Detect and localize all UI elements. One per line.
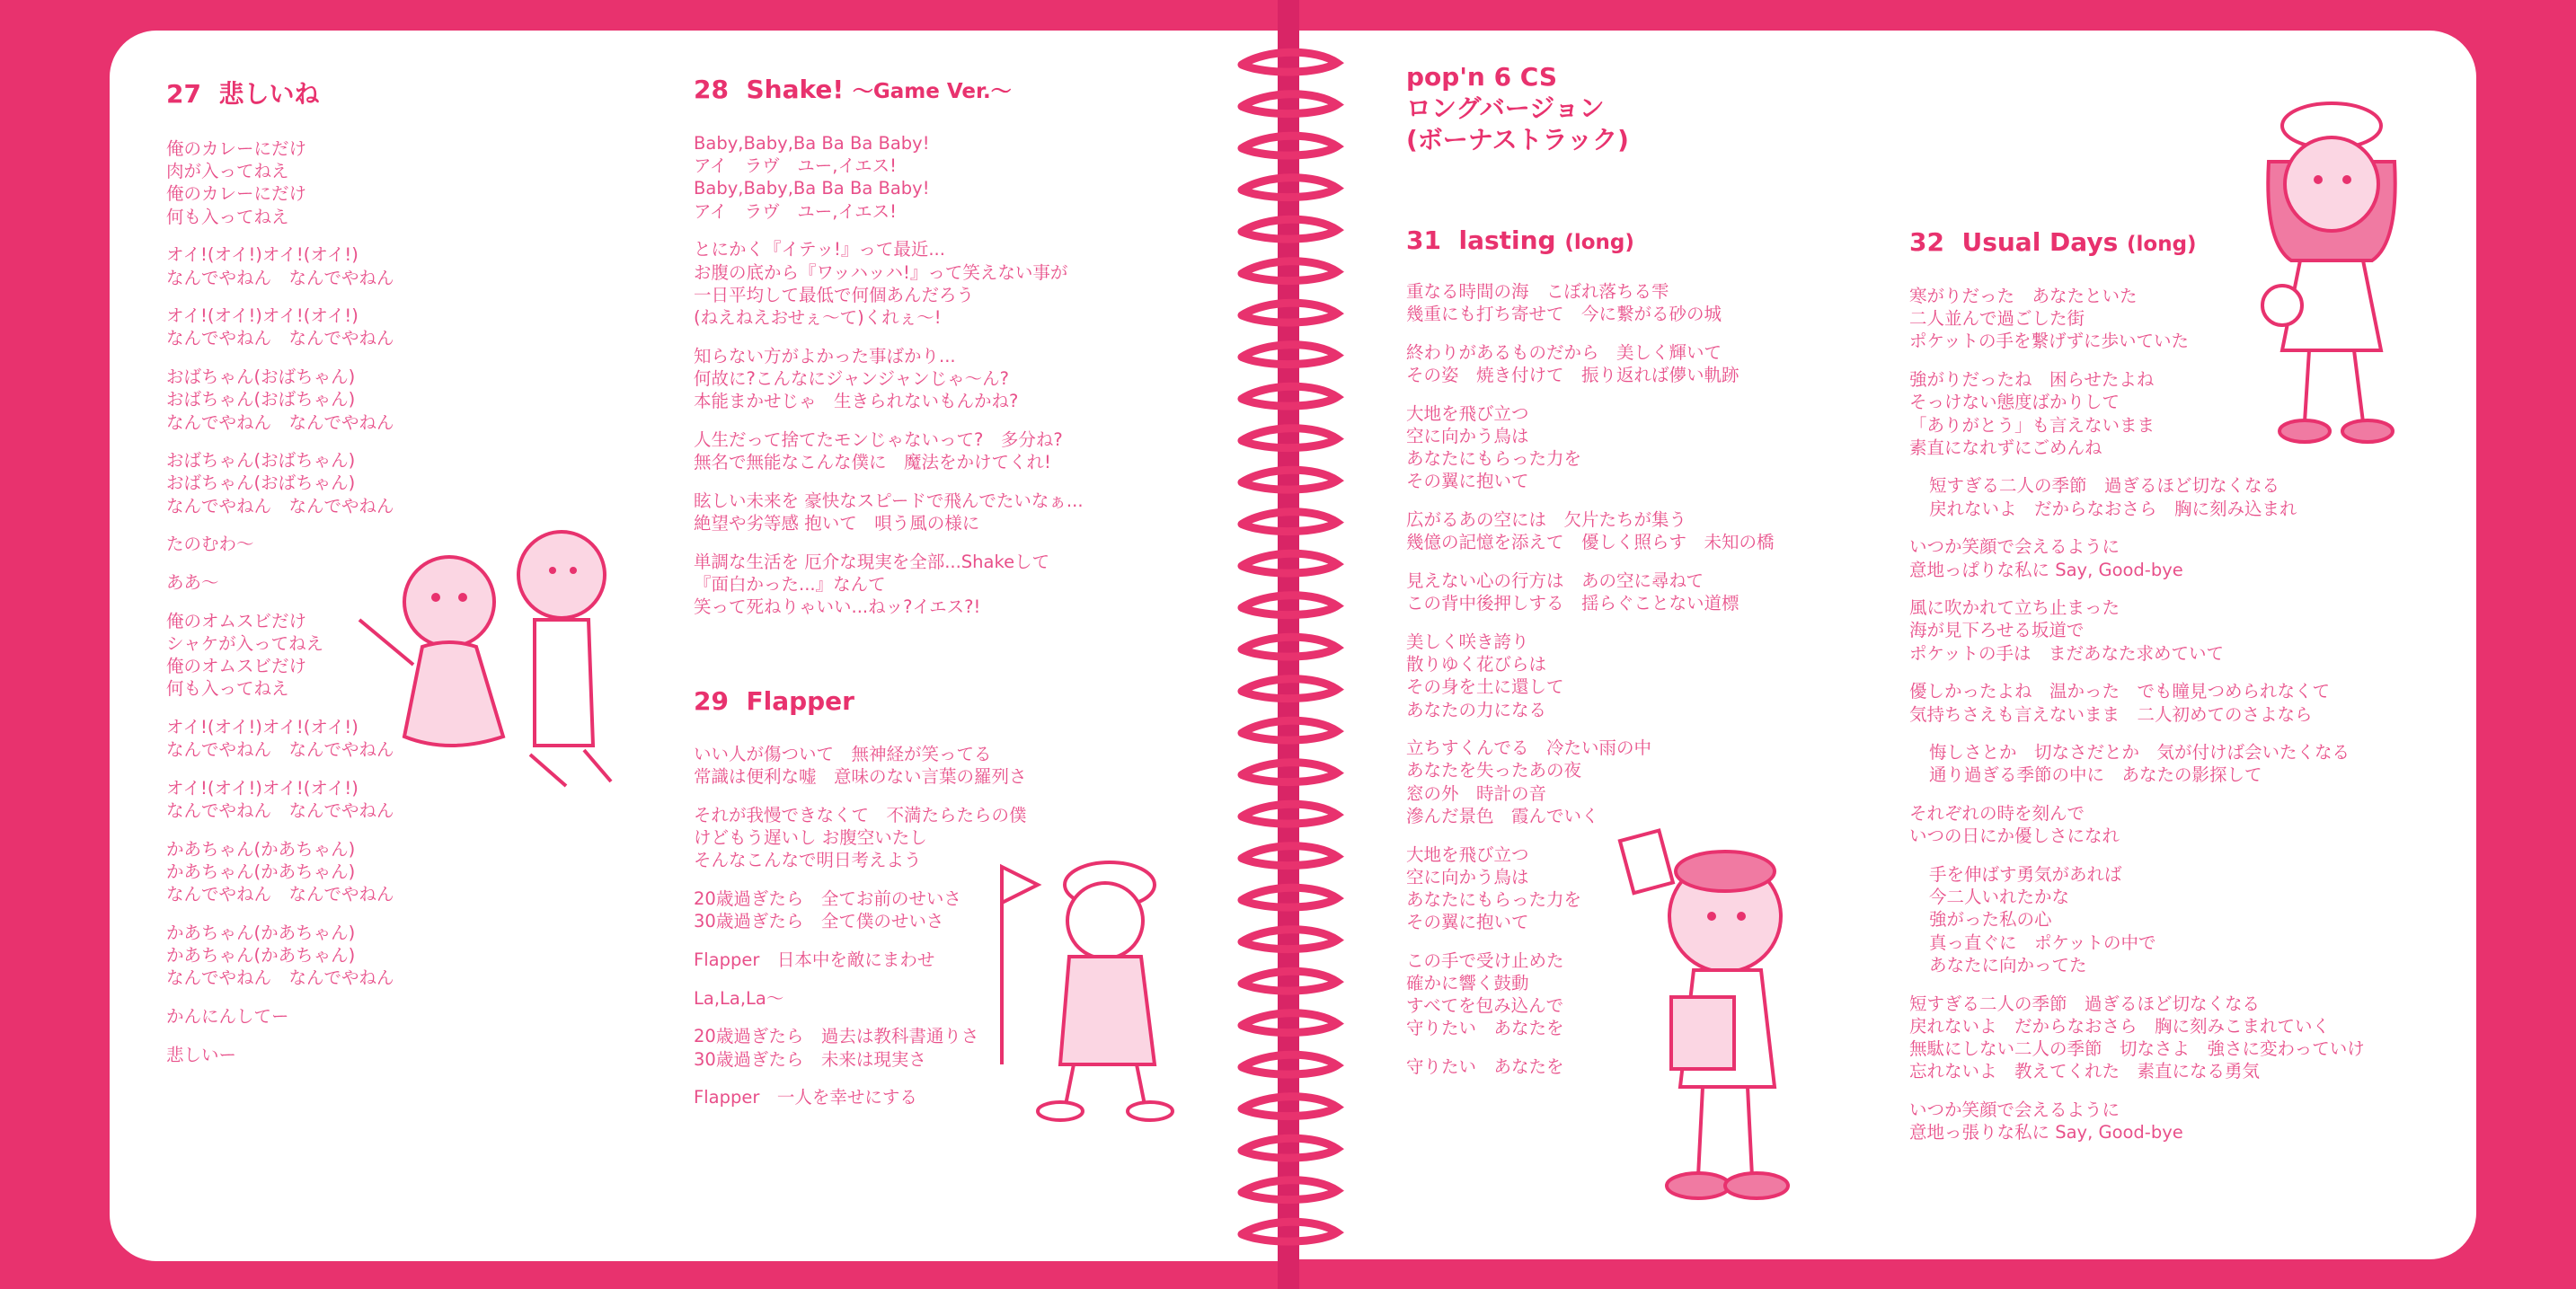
- binding-ring: [1242, 1055, 1337, 1074]
- lyric-stanza: 悔しさとか 切なさだとか 気が付けば会いたくなる 通り過ぎる季節の中に あなたの影探して: [1929, 742, 2350, 786]
- song-31-title: [1406, 227, 1634, 255]
- lyric-stanza: 単調な生活を 厄介な現実を全部...Shakeして 『面白かった...』なんて 笑って死ねりゃいい...ねッ?イエス?!: [694, 551, 1050, 617]
- song-name: Flapper: [746, 686, 854, 716]
- lyric-stanza: この手で受け止めた 確かに響く鼓動 すべてを包み込んで 守りたい あなたを: [1406, 949, 1564, 1039]
- lyric-stanza: ああ〜: [166, 572, 219, 594]
- binding-ring: [1242, 846, 1337, 866]
- lyric-stanza: 見えない心の行方は あの空に尋ねて この背中後押しする 揺らぐことない道標: [1406, 570, 1739, 614]
- character-illustration-duo: [350, 521, 647, 790]
- lyric-stanza: いつか笑顔で会えるように 意地っ張りな私に Say, Good-bye: [1909, 1099, 2183, 1143]
- song-29-lyrics: [694, 743, 1027, 1125]
- binding-ring: [1242, 720, 1337, 740]
- character-illustration-flag: [984, 831, 1217, 1127]
- song-number: 29: [694, 686, 729, 716]
- character-illustration-beret-girl: [2237, 90, 2426, 449]
- header-line-3: (ボーナストラック): [1406, 125, 1629, 155]
- lyric-stanza: かあちゃん(かあちゃん) かあちゃん(かあちゃん) なんでやねん なんでやねん: [166, 838, 394, 905]
- header-line-1: pop'n 6 CS: [1406, 62, 1558, 92]
- lyric-stanza: たのむわ〜: [166, 534, 254, 555]
- lyric-stanza: 終わりがあるものだから 美しく輝いて その姿 焼き付けて 振り返れば儚い軌跡: [1406, 341, 1739, 386]
- lyric-stanza: おばちゃん(おばちゃん) おばちゃん(おばちゃん) なんでやねん なんでやねん: [166, 366, 394, 433]
- song-name: 悲しいね: [218, 79, 320, 109]
- lyric-stanza: 20歳過ぎたら 過去は教科書通りさ 30歳過ぎたら 未来は現実さ: [694, 1026, 979, 1070]
- lyric-stanza: かんにんしてー: [166, 1006, 289, 1028]
- lyric-stanza: 悲しいー: [166, 1044, 237, 1065]
- song-28-lyrics: [694, 132, 1084, 634]
- lyric-stanza: いつか笑顔で会えるように 意地っぱりな私に Say, Good-bye: [1909, 536, 2183, 580]
- binding-ring: [1242, 804, 1337, 824]
- lyric-stanza: 立ちすくんでる 冷たい雨の中 あなたを失ったあの夜 窓の外 時計の音 滲んだ景色 霞んでいく: [1406, 737, 1652, 826]
- song-28-title: [694, 76, 1012, 104]
- binding-ring: [1242, 637, 1337, 657]
- lyric-stanza: いい人が傷ついて 無神経が笑ってる 常識は便利な嘘 意味のない言葉の羅列さ: [694, 744, 1027, 788]
- song-name: lasting: [1458, 225, 1556, 255]
- song-suffix: 〜Game Ver.〜: [852, 80, 1012, 103]
- spiral-binding: [1231, 36, 1357, 1267]
- binding-ring: [1242, 386, 1337, 406]
- lyric-stanza: 短すぎる二人の季節 過ぎるほど切なくなる 戻れないよ だからなおさら 胸に刻み込まれ: [1929, 475, 2297, 519]
- lyric-stanza: 人生だって捨てたモンじゃないって? 多分ね? 無名で無能なこんな僕に 魔法をかけてくれ!: [694, 428, 1063, 472]
- lyric-stanza: それぞれの時を刻んで いつの日にか優しさになれ: [1909, 803, 2120, 847]
- song-number: 31: [1406, 225, 1441, 255]
- lyric-stanza: オイ!(オイ!)オイ!(オイ!) なんでやねん なんでやねん: [166, 244, 394, 288]
- lyric-stanza: Baby,Baby,Ba Ba Ba Baby! アイ ラヴ ユー,イエス! Baby,Baby,Ba Ba Ba Baby! アイ ラヴ ユー,イエス!: [694, 133, 930, 222]
- binding-ring: [1242, 1222, 1337, 1241]
- lyric-stanza: 知らない方がよかった事ばかり... 何故に?こんなにジャンジャンじゃ〜ん? 本能まかせじゃ 生きられないもんかね?: [694, 345, 1019, 412]
- lyric-stanza: 強がりだったね 困らせたよね そっけない態度ばかりして 「ありがとう」も言えないまま 素直になれずにごめんね: [1909, 369, 2156, 458]
- binding-ring: [1242, 930, 1337, 949]
- song-27-title: [166, 81, 319, 109]
- binding-ring: [1242, 679, 1337, 699]
- lyric-stanza: オイ!(オイ!)オイ!(オイ!) なんでやねん なんでやねん: [166, 777, 394, 822]
- binding-ring: [1242, 136, 1337, 155]
- lyric-stanza: Flapper 一人を幸せにする: [694, 1087, 917, 1108]
- binding-ring: [1242, 1013, 1337, 1033]
- song-number: 28: [694, 75, 729, 104]
- song-32-title: [1909, 229, 2197, 257]
- binding-ring: [1242, 470, 1337, 490]
- binding-ring: [1242, 303, 1337, 322]
- lyric-stanza: 風に吹かれて立ち止まった 海が見下ろせる坂道で ポケットの手は まだあなた求めていて: [1909, 597, 2225, 664]
- lyric-stanza: オイ!(オイ!)オイ!(オイ!) なんでやねん なんでやねん: [166, 717, 394, 761]
- lyric-stanza: 重なる時間の海 こぼれ落ちる雫 幾重にも打ち寄せて 今に繋がる砂の城: [1406, 281, 1722, 325]
- lyric-stanza: 美しく咲き誇り 散りゆく花びらは その身を土に還して あなたの力になる: [1406, 631, 1564, 720]
- lyric-stanza: 大地を飛び立つ 空に向かう鳥は あなたにもらった力を その翼に抱いて: [1406, 843, 1582, 933]
- song-number: 27: [166, 79, 201, 109]
- song-29-title: [694, 688, 854, 716]
- lyric-stanza: かあちゃん(かあちゃん) かあちゃん(かあちゃん) なんでやねん なんでやねん: [166, 922, 394, 989]
- binding-ring: [1242, 52, 1337, 72]
- song-number: 32: [1909, 227, 1944, 257]
- lyric-stanza: それが我慢できなくて 不満たらたらの僕 けどもう遅いし お腹空いたし そんなこんなで明日考えよう: [694, 804, 1027, 871]
- binding-ring: [1242, 178, 1337, 198]
- song-name: Shake!: [746, 75, 845, 104]
- binding-ring: [1242, 1097, 1337, 1117]
- binding-ring: [1242, 971, 1337, 991]
- song-suffix: (long): [1564, 231, 1634, 254]
- binding-ring: [1242, 428, 1337, 448]
- binding-ring: [1242, 1180, 1337, 1200]
- binding-ring: [1242, 345, 1337, 365]
- header-line-2: ロングバージョン: [1406, 93, 1605, 123]
- lyric-stanza: 俺のカレーにだけ 肉が入ってねえ 俺のカレーにだけ 何も入ってねえ: [166, 138, 307, 227]
- lyric-stanza: 優しかったよね 温かった でも瞳見つめられなくて 気持ちさえも言えないまま 二人初めてのさよなら: [1909, 681, 2331, 725]
- character-illustration-book-girl: [1617, 826, 1815, 1204]
- lyric-stanza: 広がるあの空には 欠片たちが集う 幾億の記憶を添えて 優しく照らす 未知の橋: [1406, 509, 1775, 553]
- lyric-stanza: 眩しい未来を 豪快なスピードで飛んでたいなぁ... 絶望や劣等感 抱いて 唄う風の様に: [694, 490, 1084, 534]
- binding-ring: [1242, 261, 1337, 281]
- bonus-track-header: [1406, 61, 1629, 155]
- binding-ring: [1242, 1138, 1337, 1158]
- lyric-stanza: La,La,La〜: [694, 987, 784, 1009]
- binding-ring: [1242, 94, 1337, 114]
- lyric-stanza: 寒がりだった あなたといた 二人並んで過ごした街 ポケットの手を繋げずに歩いていた: [1909, 286, 2190, 352]
- lyric-stanza: Flapper 日本中を敵にまわせ: [694, 949, 935, 970]
- lyric-stanza: おばちゃん(おばちゃん) おばちゃん(おばちゃん) なんでやねん なんでやねん: [166, 450, 394, 516]
- binding-ring: [1242, 763, 1337, 782]
- song-name: Usual Days: [1961, 227, 2119, 257]
- lyric-stanza: とにかく『イテッ!』って最近... お腹の底から『ワッハッハ!』って笑えない事が 一日平均して最低で何個あんだろう (ねえねえおせぇ〜て)くれぇ〜!: [694, 239, 1068, 328]
- binding-ring: [1242, 512, 1337, 532]
- song-suffix: (long): [2127, 233, 2197, 256]
- binding-ring: [1242, 553, 1337, 573]
- lyric-stanza: 俺のオムスビだけ シャケが入ってねえ 俺のオムスビだけ 何も入ってねえ: [166, 610, 324, 700]
- lyric-stanza: 20歳過ぎたら 全てお前のせいさ 30歳過ぎたら 全て僕のせいさ: [694, 888, 961, 932]
- lyric-stanza: オイ!(オイ!)オイ!(オイ!) なんでやねん なんでやねん: [166, 305, 394, 349]
- binding-ring: [1242, 887, 1337, 907]
- lyric-stanza: 短すぎる二人の季節 過ぎるほど切なくなる 戻れないよ だからなおさら 胸に刻みこまれていく 無駄にしない二人の季節 切なさよ 強さに変わっていけ 忘れないよ 教えてくれた 素直になる勇気: [1909, 993, 2365, 1082]
- binding-ring: [1242, 219, 1337, 239]
- lyric-stanza: 守りたい あなたを: [1406, 1056, 1564, 1078]
- lyric-stanza: 大地を飛び立つ 空に向かう鳥は あなたにもらった力を その翼に抱いて: [1406, 402, 1582, 492]
- lyric-stanza: 手を伸ばす勇気があれば 今二人いれたかな 強がった私の心 真っ直ぐに ポケットの中で あなたに向かってた: [1929, 864, 2156, 976]
- binding-ring: [1242, 596, 1337, 615]
